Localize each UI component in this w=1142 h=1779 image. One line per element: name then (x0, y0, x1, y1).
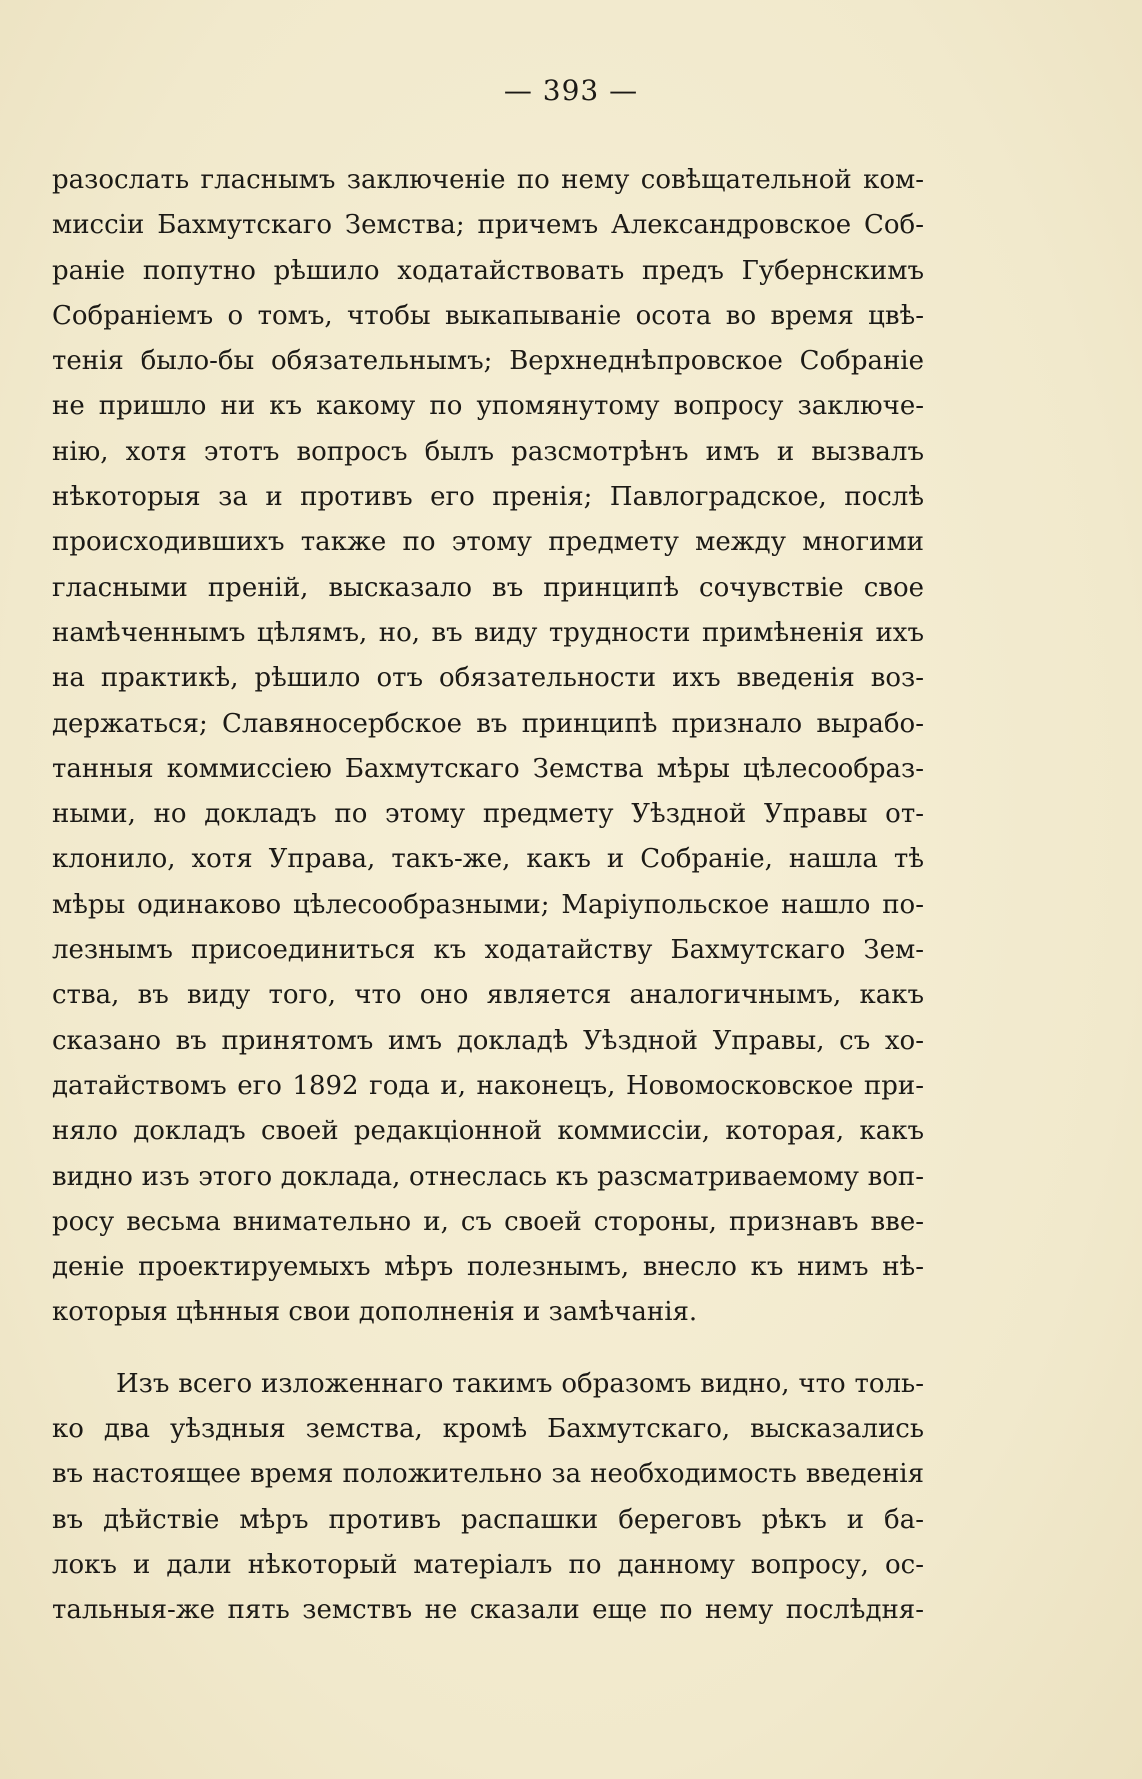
text-line: происходившихъ также по этому предмету между многими (52, 527, 924, 558)
text-line: въ настоящее время положительно за необходимость введенія (52, 1459, 924, 1490)
text-line: мѣры одинаково цѣлесообразными; Маріупольское нашло по- (52, 889, 924, 920)
text-line: деніе проектируемыхъ мѣръ полезнымъ, внесло къ нимъ нѣ- (52, 1252, 924, 1283)
text-line: держаться; Славяносербское въ принципѣ признало вырабо- (52, 708, 924, 739)
text-line: въ дѣйствіе мѣръ противъ распашки береговъ рѣкъ и ба- (52, 1504, 924, 1535)
text-line: ными, но докладъ по этому предмету Уѣздной Управы от- (52, 799, 924, 830)
text-line: датайствомъ его 1892 года и, наконецъ, Новомосковское при- (52, 1070, 924, 1101)
text-line: Собраніемъ о томъ, чтобы выкапываніе осота во время цвѣ- (52, 300, 924, 331)
page-number: — 393 — (503, 74, 639, 107)
text-line: миссіи Бахмутскаго Земства; причемъ Александровское Соб- (52, 210, 924, 241)
text-line: видно изъ этого доклада, отнеслась къ разсматриваемому воп- (52, 1161, 924, 1192)
text-line: разослать гласнымъ заключеніе по нему совѣщательной ком- (52, 165, 924, 195)
text-line: тенія было-бы обязательнымъ; Верхнеднѣпровское Собраніе (52, 346, 924, 377)
text-line: раніе попутно рѣшило ходатайствовать предъ Губернскимъ (52, 255, 924, 286)
text-line: ства, въ виду того, что оно является аналогичнымъ, какъ (52, 980, 924, 1011)
paragraph-gap (52, 1336, 924, 1362)
paragraph-1 (52, 158, 924, 1336)
paragraph-2 (52, 1362, 924, 1634)
body-text (52, 158, 924, 1634)
text-line: Изъ всего изложеннаго такимъ образомъ видно, что толь- (116, 1368, 924, 1399)
text-line: гласными преній, высказало въ принципѣ сочувствіе свое (52, 572, 924, 603)
text-line: клонило, хотя Управа, такъ-же, какъ и Собраніе, нашла тѣ (52, 844, 924, 875)
text-line: танныя коммиссіею Бахмутскаго Земства мѣры цѣлесообраз- (52, 753, 924, 784)
text-line: тальныя-же пять земствъ не сказали еще по нему послѣдня- (52, 1595, 924, 1626)
text-line: няло докладъ своей редакціонной коммиссіи, которая, какъ (52, 1116, 924, 1147)
text-line: на практикѣ, рѣшило отъ обязательности ихъ введенія воз- (52, 663, 924, 694)
text-line: лезнымъ присоединиться къ ходатайству Бахмутскаго Зем- (52, 935, 924, 966)
text-line: росу весьма внимательно и, съ своей стороны, признавъ вве- (52, 1206, 924, 1237)
text-line: сказано въ принятомъ имъ докладѣ Уѣздной Управы, съ хо- (52, 1025, 924, 1056)
text-line: ко два уѣздныя земства, кромѣ Бахмутскаго, высказались (52, 1414, 924, 1445)
text-line: которыя цѣнныя свои дополненія и замѣчанія. (52, 1297, 698, 1328)
text-line: не пришло ни къ какому по упомянутому вопросу заключе- (52, 391, 924, 422)
text-line: намѣченнымъ цѣлямъ, но, въ виду трудности примѣненія ихъ (52, 617, 924, 648)
text-line: нію, хотя этотъ вопросъ былъ разсмотрѣнъ имъ и вызвалъ (52, 436, 924, 467)
text-line: нѣкоторыя за и противъ его пренія; Павлоградское, послѣ (52, 482, 924, 513)
text-line: локъ и дали нѣкоторый матеріалъ по данному вопросу, ос- (52, 1549, 924, 1580)
